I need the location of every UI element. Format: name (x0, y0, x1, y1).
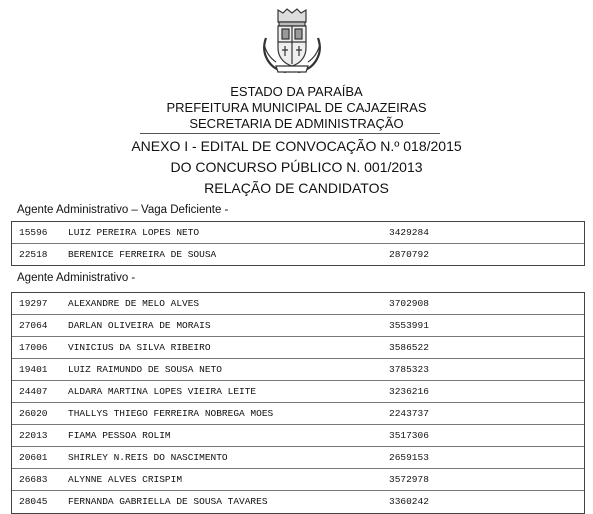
candidate-number: 3236216 (389, 386, 429, 397)
candidate-number: 3553991 (389, 320, 429, 331)
table-row (12, 491, 584, 512)
candidate-name: LUIZ PEREIRA LOPES NETO (68, 227, 200, 238)
candidate-name: ALEXANDRE DE MELO ALVES (68, 298, 200, 309)
secretariat-heading: SECRETARIA DE ADMINISTRAÇÃO (189, 116, 404, 131)
table-row (12, 447, 584, 469)
candidate-number: 2243737 (389, 408, 429, 419)
candidates-title: RELAÇÃO DE CANDIDATOS (204, 180, 389, 196)
candidate-code: 19401 (19, 364, 48, 375)
candidate-name: ALYNNE ALVES CRISPIM (68, 474, 183, 485)
table-row (12, 359, 584, 381)
candidate-number: 3572978 (389, 474, 429, 485)
candidates-table-general (11, 292, 585, 514)
heading-divider (140, 133, 440, 134)
table-row (12, 403, 584, 425)
section-title-disabled-vacancy: Agente Administrativo – Vaga Deficiente - (17, 204, 229, 216)
table-row (12, 469, 584, 491)
candidate-code: 17006 (19, 342, 48, 353)
candidate-name: VINICIUS DA SILVA RIBEIRO (68, 342, 211, 353)
candidate-code: 19297 (19, 298, 48, 309)
table-row (12, 425, 584, 447)
coat-of-arms-icon (256, 4, 328, 78)
table-row (12, 222, 584, 244)
candidate-number: 3785323 (389, 364, 429, 375)
candidate-code: 22013 (19, 430, 48, 441)
candidate-number: 3586522 (389, 342, 429, 353)
candidate-code: 15596 (19, 227, 48, 238)
table-row (12, 244, 584, 265)
candidate-name: LUIZ RAIMUNDO DE SOUSA NETO (68, 364, 222, 375)
candidate-name: FIAMA PESSOA ROLIM (68, 430, 171, 441)
candidate-name: BERENICE FERREIRA DE SOUSA (68, 249, 217, 260)
candidate-number: 3360242 (389, 496, 429, 507)
candidate-code: 20601 (19, 452, 48, 463)
candidate-number: 3702908 (389, 298, 429, 309)
candidate-name: SHIRLEY N.REIS DO NASCIMENTO (68, 452, 228, 463)
candidate-number: 2870792 (389, 249, 429, 260)
candidate-number: 3429284 (389, 227, 429, 238)
candidate-name: FERNANDA GABRIELLA DE SOUSA TAVARES (68, 496, 268, 507)
candidate-code: 26683 (19, 474, 48, 485)
candidate-code: 28045 (19, 496, 48, 507)
state-heading: ESTADO DA PARAÍBA (230, 84, 363, 99)
candidates-table-disabled (11, 221, 585, 266)
table-row (12, 381, 584, 403)
candidate-name: ALDARA MARTINA LOPES VIEIRA LEITE (68, 386, 257, 397)
candidate-code: 27064 (19, 320, 48, 331)
table-row (12, 337, 584, 359)
table-row (12, 293, 584, 315)
candidate-code: 26020 (19, 408, 48, 419)
section-title-general: Agente Administrativo - (17, 272, 136, 284)
candidate-code: 24407 (19, 386, 48, 397)
candidate-name: THALLYS THIEGO FERREIRA NOBREGA MOES (68, 408, 274, 419)
candidate-number: 2659153 (389, 452, 429, 463)
candidate-name: DARLAN OLIVEIRA DE MORAIS (68, 320, 211, 331)
candidate-code: 22518 (19, 249, 48, 260)
edict-title: ANEXO I - EDITAL DE CONVOCAÇÃO N.º 018/2015 (131, 138, 462, 154)
candidate-number: 3517306 (389, 430, 429, 441)
table-row (12, 315, 584, 337)
prefecture-heading: PREFEITURA MUNICIPAL DE CAJAZEIRAS (166, 100, 427, 115)
contest-title: DO CONCURSO PÚBLICO N. 001/2013 (170, 159, 423, 175)
